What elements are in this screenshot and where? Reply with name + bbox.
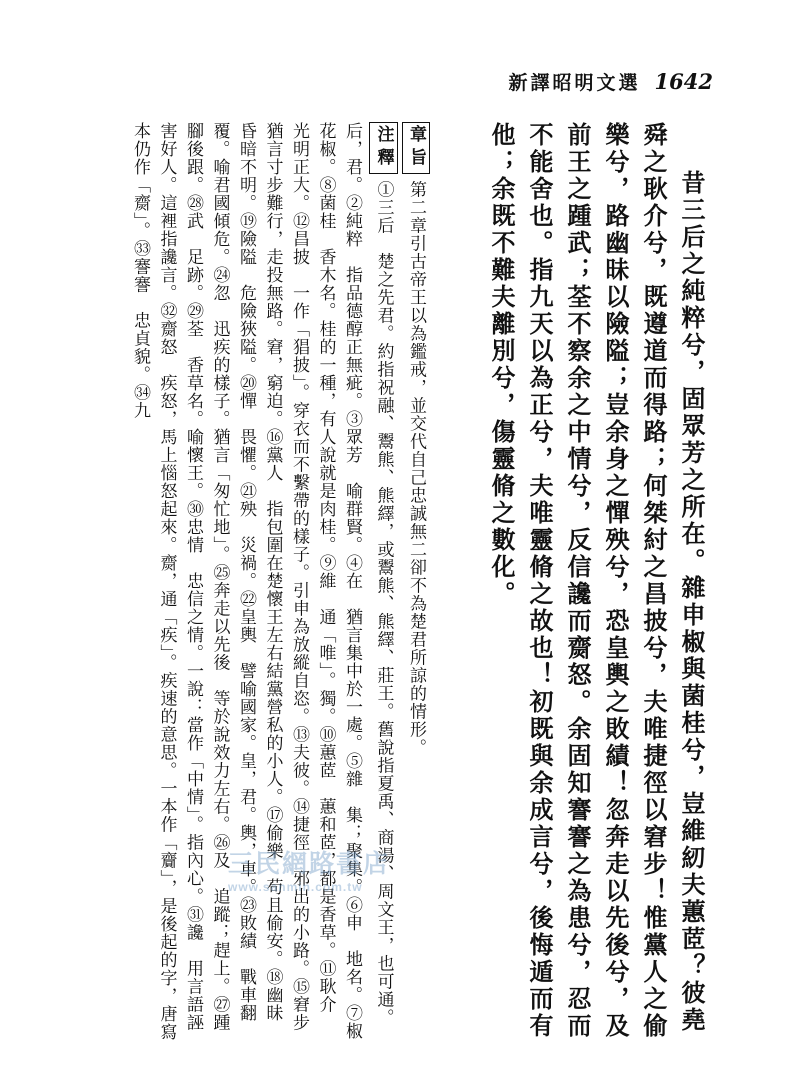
main-text bbox=[482, 122, 710, 1042]
notes-tag: 注釋 bbox=[369, 122, 398, 174]
page-number: 1642 bbox=[654, 69, 713, 94]
main-paragraph: 昔三后之純粹兮，固眾芳之所在。雜申椒與菌桂兮，豈維紉夫蕙茝？彼堯舜之耿介兮，既遵道而得路；何桀紂之昌披兮，夫唯捷徑以窘步！惟黨人之偷樂兮，路幽昧以險隘；豈余身之憚殃兮，恐皇輿之敗績！忽奔走以先後兮，及前王之踵武；荃不察余之中情兮，反信讒而齌怒。余固知謇謇之為患兮，忍而不能舍也。指九天以為正兮，夫唯靈脩之故也！初既與余成言兮，後悔遁而有他；余既不難夫離別兮，傷靈脩之數化。 bbox=[487, 122, 706, 1040]
watermark-name: 三民網路書店 bbox=[228, 850, 391, 878]
summary-tag: 章旨 bbox=[402, 122, 431, 174]
book-title: 新譯昭明文選 bbox=[508, 72, 641, 94]
watermark-url: www.sanmin.com.tw bbox=[228, 880, 363, 894]
annotation-paragraph bbox=[127, 122, 398, 1058]
notes-section bbox=[100, 122, 430, 1058]
notes-text: ①三后 楚之先君。約指祝融、鬻熊、熊繹，或鬻熊、熊繹、莊王。舊說指夏禹、商湯、周文王，也可通。后，君。②純粹 指品德醇正無疵。③眾芳 喻群賢。④在 猶言集中於一處。⑤雜 集；聚集。⑥申 地名。⑦椒 花椒。⑧菌桂 香木名。桂的一種，有人說就是肉桂。⑨維 通「唯」。獨。⑩蕙茝 蕙和茝，都是香草。⑪耿介 光明正大。⑫昌披 一作「猖披」。穿衣而不繫帶的樣子。引申為放縱自恣。⑬夫彼。⑭捷徑 邪出的小路。⑮窘步 猶言寸步難行，走投無路。窘，窮迫。⑯黨人 指包圍在楚懷王左右結黨營私的小人。⑰偷樂 苟且偷安。⑱幽昧 昏暗不明。⑲險隘 危險狹隘。⑳憚 畏懼。㉑殃 災禍。㉒皇輿 譬喻國家。皇，君。輿，車。㉓敗績 戰車翻覆。喻君國傾危。㉔忽 迅疾的樣子。猶言「匆忙地」。㉕奔走以先後 等於說效力左右。㉖及 追蹤；趕上。㉗踵 腳後跟。㉘武 足跡。㉙荃 香草名。喻懷王。㉚忠情 忠信之情。一說：當作「中情」。指內心。㉛讒 用言語誣害好人。這裡指讒言。㉜齌怒 疾怒，馬上惱怒起來。齌，通「疾」。疾速的意思。一本作「齎」，是後起的字，唐寫本仍作「齌」。㉝謇謇 忠貞貌。㉞九 bbox=[130, 122, 394, 1058]
watermark bbox=[228, 844, 390, 894]
page-header bbox=[509, 68, 713, 102]
summary-text: 第二章引古帝王以為鑑戒，並交代自己忠誠無二卻不為楚君所諒的情形。 bbox=[406, 180, 426, 757]
summary-paragraph bbox=[398, 122, 431, 1042]
page-body bbox=[100, 122, 710, 1058]
